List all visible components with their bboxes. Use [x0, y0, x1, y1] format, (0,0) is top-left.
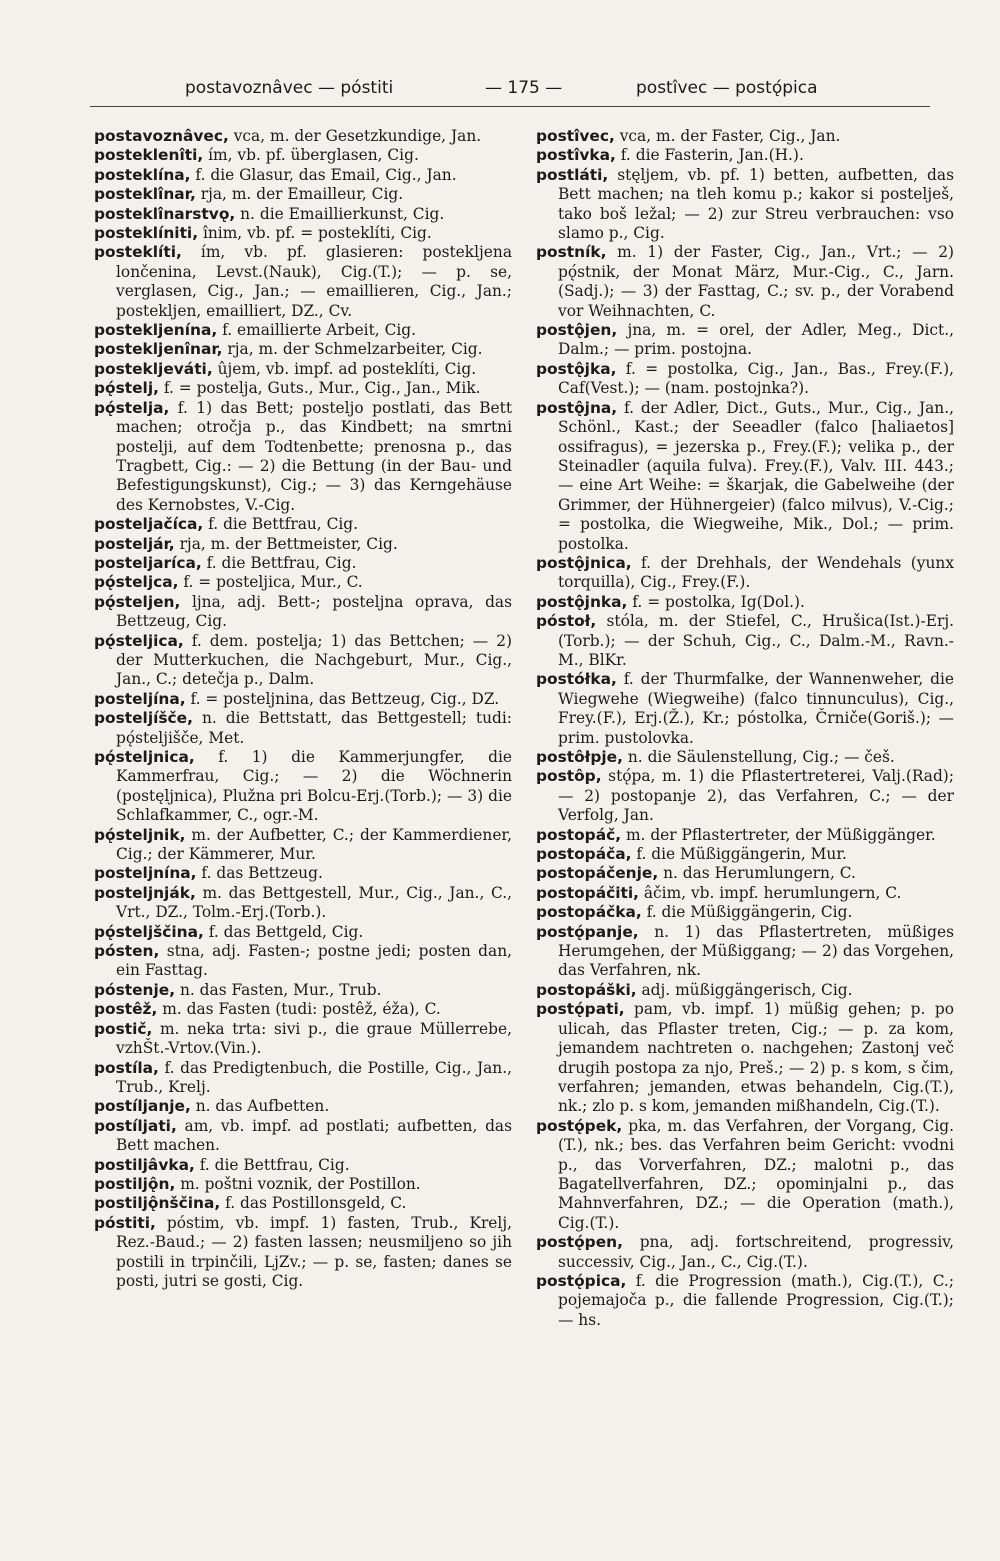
dictionary-entry	[94, 185, 512, 204]
entry-headword: postíla,	[94, 1058, 159, 1077]
entry-definition: pka, m. das Verfahren, der Vorgang, Cig.(T.), nk.; bes. das Verfahren beim Gericht: vvodni p., das Vorverfahren, DZ.; malotni p., das Bagatellverfahren, DZ.; opominjalni p., das Mahnverfahren, DZ.; — die Operation (math.), Cig.(T.).	[558, 1116, 954, 1232]
entry-headword: postǫ́pen,	[536, 1233, 623, 1252]
entry-headword: póstenje,	[94, 980, 176, 999]
entry-definition: stna, adj. Fasten-; postne jedi; posten dan, ein Fasttag.	[116, 942, 512, 980]
entry-definition: f. das Bettzeug.	[196, 864, 323, 883]
dictionary-entry	[536, 748, 954, 767]
dictionary-entry	[94, 1020, 512, 1059]
dictionary-entry	[94, 224, 512, 243]
entry-definition: m. 1) der Faster, Cig., Jan., Vrt.; — 2) pǫ́stnik, der Monat März, Mur.-Cig., C., Jarn.(Sadj.); — 3) der Fasttag, C.; sv. p., der Vorabend vor Weihnachten, C.	[558, 243, 954, 320]
entry-definition: adj. müßiggängerisch, Cig.	[636, 980, 853, 999]
entry-definition: f. das Bettgeld, Cig.	[203, 922, 364, 941]
entry-definition: n. das Fasten, Mur., Trub.	[175, 980, 382, 999]
entry-headword: pǫ́steljca,	[94, 573, 179, 592]
entry-definition: m. das Bettgestell, Mur., Cig., Jan., C., Vrt., DZ., Tolm.-Erj.(Torb.).	[116, 883, 512, 922]
entry-headword: postiljǫ̂n,	[94, 1174, 176, 1193]
entry-headword: pǫ́steljščina,	[94, 922, 204, 941]
entry-definition: rja, m. der Bettmeister, Cig.	[174, 534, 398, 553]
entry-definition: stóla, m. der Stiefel, C., Hrušica(Ist.)-Erj.(Torb.); — der Schuh, Cig., C., Dalm.-M., Ravn.-M., BlKr.	[558, 612, 954, 669]
dictionary-entry	[94, 1097, 512, 1116]
entry-headword: postavoznâvec,	[94, 127, 229, 145]
dictionary-entry	[536, 1272, 954, 1330]
entry-definition: rja, m. der Schmelzarbeiter, Cig.	[222, 340, 483, 359]
dictionary-entry	[94, 632, 512, 690]
dictionary-entry	[94, 593, 512, 632]
entry-headword: postopáčka,	[536, 903, 642, 922]
entry-definition: f. 1) das Bett; posteljo postlati, das Bett machen; otročja p., das Kindbett; na smrtni postelji, auf dem Todtenbette; prenosna p., das Tragbett, Cig.: — 2) die Bettung (in der Bau- und Befestigungskunst), Cig.; — 3) das Kerngehäuse des Kernobstes, V.-Cig.	[116, 398, 512, 514]
dictionary-entry	[94, 340, 512, 359]
entry-definition: f. das Predigtenbuch, die Postille, Cig., Jan., Trub., Krelj.	[116, 1058, 512, 1096]
entry-definition: pam, vb. impf. 1) müßig gehen; p. po ulicah, das Pflaster treten, Cig.; — p. za kom, jemandem nachtreten o. nachgehen; Zastonj več drugih postopa za njo, Preš.; — 2) p. s kom, s čim, verfahren; jemanden, etwas behandeln, Cig.(T.), nk.; zlo p. s kom, jemanden mißhandeln, Cig.(T.).	[558, 1000, 954, 1116]
entry-definition: f. die Bettfrau, Cig.	[194, 1155, 350, 1174]
entry-definition: f. die Müßiggängerin, Cig.	[641, 903, 853, 922]
dictionary-entry	[536, 166, 954, 244]
entry-definition: f. = posteljnina, das Bettzeug, Cig., DZ.	[185, 689, 500, 708]
entry-definition: jna, m. = orel, der Adler, Meg., Dict., Dalm.; — prim. postojna.	[558, 321, 954, 359]
entry-definition: m. poštni voznik, der Postillon.	[175, 1174, 421, 1193]
dictionary-entry	[94, 1214, 512, 1292]
entry-headword: póstoł,	[536, 612, 597, 631]
entry-definition: n. die Säulenstellung, Cig.; — češ.	[622, 748, 895, 766]
dictionary-entry	[536, 127, 954, 146]
entry-headword: posteklînar,	[94, 185, 196, 204]
entry-definition: f. die Müßiggängerin, Mur.	[631, 845, 847, 864]
entry-headword: pǫ́stelja,	[94, 398, 170, 417]
dictionary-entry	[94, 146, 512, 165]
entry-headword: postekljenînar,	[94, 340, 223, 359]
entry-headword: postółka,	[536, 670, 617, 689]
dictionary-entry	[94, 1175, 512, 1194]
entry-definition: n. die Emaillierkunst, Cig.	[235, 204, 445, 223]
entry-definition: ûjem, vb. impf. ad posteklíti, Cig.	[212, 359, 477, 378]
entry-definition: pna, adj. fortschreitend, progressiv, successiv, Cig., Jan., C., Cig.(T.).	[558, 1233, 954, 1271]
dictionary-entry	[536, 612, 954, 670]
entry-headword: postekljenína,	[94, 321, 218, 340]
entry-definition: f. der Drehhals, der Wendehals (yunx torquilla), Cig., Frey.(F.).	[558, 553, 954, 592]
dictionary-entry	[536, 321, 954, 360]
dictionary-entry	[94, 884, 512, 923]
entry-headword: postláti,	[536, 165, 609, 184]
dictionary-entry	[536, 903, 954, 922]
entry-headword: posteklína,	[94, 165, 191, 184]
dictionary-entry	[536, 884, 954, 903]
dictionary-entry	[536, 864, 954, 883]
header-right-guideword: postîvec — postǫ́pica	[636, 78, 818, 98]
dictionary-entry	[94, 826, 512, 865]
entry-definition: n. das Herumlungern, C.	[658, 864, 856, 883]
entry-definition: f. die Progression (math.), Cig.(T.), C.; pojemajoča p., die fallende Progression, Cig.(T.); — hs.	[558, 1271, 954, 1329]
entry-definition: f. = posteljica, Mur., C.	[178, 573, 363, 592]
entry-headword: posteljačíca,	[94, 515, 204, 534]
entry-definition: înim, vb. pf. = posteklíti, Cig.	[198, 224, 432, 243]
entry-definition: f. = postelja, Guts., Mur., Cig., Jan., Mik.	[158, 379, 481, 398]
entry-headword: posteklíniti,	[94, 224, 199, 243]
entry-definition: f. das Postillonsgeld, C.	[220, 1194, 407, 1213]
dictionary-entry	[94, 1059, 512, 1098]
entry-headword: posteljnína,	[94, 864, 197, 883]
entry-headword: postǫ́pati,	[536, 1000, 625, 1019]
entry-headword: pósten,	[94, 942, 160, 961]
dictionary-entry	[536, 593, 954, 612]
entry-headword: postopáčiti,	[536, 883, 639, 902]
entry-headword: posteljína,	[94, 689, 186, 708]
dictionary-entry	[94, 573, 512, 592]
entry-headword: postǫ̂jen,	[536, 321, 618, 340]
entry-definition: m. neka trta: sivi p., die graue Müllerrebe, vzhŠt.-Vrtov.(Vin.).	[116, 1019, 512, 1058]
dictionary-entry	[94, 166, 512, 185]
entry-definition: m. der Pflastertreter, der Müßiggänger.	[621, 825, 936, 844]
dictionary-entry	[536, 1233, 954, 1272]
entry-definition: m. der Aufbetter, C.; der Kammerdiener, Cig.; der Kämmerer, Mur.	[116, 825, 512, 864]
entry-headword: postič,	[94, 1019, 153, 1038]
entry-definition: rja, m. der Emailleur, Cig.	[195, 185, 404, 204]
entry-headword: posteljaríca,	[94, 553, 202, 572]
dictionary-entry	[94, 360, 512, 379]
entry-definition: n. das Aufbetten.	[190, 1097, 330, 1116]
dictionary-entry	[536, 243, 954, 321]
dictionary-entry	[94, 535, 512, 554]
entry-definition: n. die Bettstatt, das Bettgestell; tudi: pǫ́steljišče, Met.	[116, 709, 512, 747]
dictionary-entry	[536, 670, 954, 748]
entry-definition: f. die Fasterin, Jan.(H.).	[615, 146, 804, 165]
dictionary-entry	[536, 146, 954, 165]
dictionary-entry	[94, 379, 512, 398]
entry-definition: ljna, adj. Bett-; posteljna oprava, das Bettzeug, Cig.	[116, 592, 512, 631]
dictionary-entry	[94, 1117, 512, 1156]
entry-definition: âčim, vb. impf. herumlungern, C.	[638, 883, 902, 902]
entry-headword: postǫ́pica,	[536, 1271, 627, 1290]
entry-headword: pǫ́steljnik,	[94, 825, 186, 844]
entry-headword: posteljnják,	[94, 883, 196, 902]
entry-definition: vca, m. der Gesetzkundige, Jan.	[228, 127, 482, 145]
dictionary-entry	[536, 399, 954, 554]
dictionary-entry	[94, 864, 512, 883]
entry-headword: postník,	[536, 243, 607, 262]
page-number: — 175 —	[485, 78, 563, 98]
entry-headword: postǫ̂jnica,	[536, 553, 632, 572]
entry-headword: postǫ̂jnka,	[536, 592, 628, 611]
entry-definition: vca, m. der Faster, Cig., Jan.	[614, 127, 841, 145]
entry-headword: postopáški,	[536, 980, 637, 999]
entry-definition: f. die Bettfrau, Cig.	[201, 553, 357, 572]
entry-headword: postekljeváti,	[94, 359, 213, 378]
entry-headword: postiljâvka,	[94, 1155, 195, 1174]
entry-headword: pǫ́stelj,	[94, 379, 159, 398]
entry-headword: pǫ́steljen,	[94, 592, 181, 611]
entry-headword: posteljíšče,	[94, 709, 193, 728]
running-header	[90, 72, 930, 107]
entry-definition: m. das Fasten (tudi: postêž, éža), C.	[157, 1000, 441, 1019]
dictionary-entry	[94, 1000, 512, 1019]
dictionary-entry	[94, 923, 512, 942]
dictionary-entry	[94, 205, 512, 224]
entry-definition: f. der Thurmfalke, der Wannenweher, die Wiegwehe (Wiegweihe) (falco tinnunculus), Cig., Frey.(F.), Erj.(Ž.), Kr.; póstolka, Črniče(Goriš.); — prim. pustolovka.	[558, 670, 954, 747]
entry-headword: postopáč,	[536, 825, 622, 844]
entry-headword: postopáča,	[536, 845, 632, 864]
entry-headword: posteklíti,	[94, 243, 182, 262]
entry-headword: postíljanje,	[94, 1097, 191, 1116]
entry-headword: postôłpje,	[536, 748, 623, 766]
entry-definition: am, vb. impf. ad postlati; aufbetten, das Bett machen.	[116, 1116, 512, 1155]
dictionary-entry	[94, 748, 512, 826]
dictionary-entry	[536, 767, 954, 825]
entry-headword: postǫ̂jna,	[536, 398, 618, 417]
dictionary-entry	[94, 127, 512, 146]
dictionary-entry	[94, 981, 512, 1000]
entry-headword: postiljǫ̂nščina,	[94, 1194, 221, 1213]
left-column	[94, 127, 512, 1291]
entry-headword: posteklenîti,	[94, 146, 204, 165]
entry-definition: f. 1) die Kammerjungfer, die Kammerfrau, Cig.; — 2) die Wöchnerin (postęljnica), Plužna pri Bolcu-Erj.(Torb.); — 3) die Schlafkammer, C., ogr.-M.	[116, 748, 512, 825]
dictionary-entry	[94, 399, 512, 515]
entry-definition: f. die Glasur, das Email, Cig., Jan.	[190, 165, 457, 184]
right-column	[536, 127, 954, 1330]
entry-definition: f. die Bettfrau, Cig.	[203, 515, 359, 534]
entry-definition: ím, vb. pf. glasieren: postekljena lončenina, Levst.(Nauk), Cig.(T.); — p. se, verglasen, Cig., Jan.; — emaillieren, Cig., Jan.; postekljen, emailliert, DZ., Cv.	[116, 243, 512, 320]
entry-definition: stǫ́pa, m. 1) die Pflastertreterei, Valj.(Rad); — 2) postopanje 2), das Verfahren, C.; — der Verfolg, Jan.	[558, 767, 954, 825]
dictionary-entry	[94, 1156, 512, 1175]
entry-definition: f. = postolka, Cig., Jan., Bas., Frey.(F.), Caf(Vest.); — (nam. postojnka?).	[558, 359, 954, 398]
dictionary-entry	[94, 709, 512, 748]
entry-headword: postǫ́pek,	[536, 1116, 623, 1135]
header-left-guideword: postavoznâvec — póstiti	[185, 78, 394, 98]
dictionary-entry	[536, 923, 954, 981]
dictionary-entry	[536, 554, 954, 593]
entry-headword: póstiti,	[94, 1213, 156, 1232]
entry-headword: postîvec,	[536, 127, 615, 145]
dictionary-entry	[536, 1117, 954, 1233]
entry-definition: ím, vb. pf. überglasen, Cig.	[203, 146, 419, 165]
entry-headword: postǫ́panje,	[536, 922, 639, 941]
dictionary-entry	[94, 243, 512, 321]
entry-headword: postôp,	[536, 767, 602, 786]
dictionary-entry	[536, 981, 954, 1000]
entry-headword: postíljati,	[94, 1116, 177, 1135]
entry-definition: f. dem. postelja; 1) das Bettchen; — 2) der Mutterkuchen, die Nachgeburt, Mur., Cig., Jan., C.; detečja p., Dalm.	[116, 631, 512, 689]
entry-headword: postêž,	[94, 1000, 158, 1019]
dictionary-entry	[94, 942, 512, 981]
entry-headword: postîvka,	[536, 146, 616, 165]
entry-definition: f. der Adler, Dict., Guts., Mur., Cig., Jan., Schönl., Kast.; der Seeadler (falco [haliaetos] ossifragus), = jezerska p., Frey.(F.); velika p., der Steinadler (aquila fulva). Frey.(F.), Valv. III. 443.; — eine Art Weihe: = škarjak, die Gabelweihe (der Grimmer, der Hühnergeier) (falco milvus), V.-Cig.; = postolka, die Wiegweihe, Mik., Dol.; — prim. postolka.	[558, 398, 954, 553]
entry-headword: pǫ́steljnica,	[94, 748, 195, 766]
dictionary-entry	[94, 554, 512, 573]
dictionary-entry	[536, 360, 954, 399]
dictionary-entry	[94, 690, 512, 709]
entry-definition: stęljem, vb. pf. 1) betten, aufbetten, das Bett machen; na tleh komu p.; kakor si postelješ, tako boš ležal; — 2) zur Streu verbrauchen: vso slamo p., Cig.	[558, 165, 954, 243]
dictionary-entry	[536, 1000, 954, 1116]
dictionary-entry	[94, 321, 512, 340]
dictionary-entry	[536, 826, 954, 845]
entry-headword: postǫ̂jka,	[536, 359, 617, 378]
entry-headword: pǫ́steljica,	[94, 631, 184, 650]
dictionary-entry	[94, 515, 512, 534]
entry-headword: posteljár,	[94, 534, 175, 553]
entry-definition: n. 1) das Pflastertreten, müßiges Herumgehen, der Müßiggang; — 2) das Vorgehen, das Verfahren, nk.	[558, 922, 954, 980]
entry-headword: postopáčenje,	[536, 864, 659, 883]
entry-definition: póstim, vb. impf. 1) fasten, Trub., Krelj, Rez.-Baud.; — 2) fasten lassen; neusmiljeno so jih postili in trpinčili, LjZv.; — p. se, fasten; danes se posti, jutri se gosti, Cig.	[116, 1213, 512, 1290]
entry-headword: posteklînarstvǫ,	[94, 204, 236, 223]
dictionary-entry	[94, 1194, 512, 1213]
entry-definition: f. = postolka, Ig(Dol.).	[627, 592, 805, 611]
dictionary-entry	[536, 845, 954, 864]
entry-definition: f. emaillierte Arbeit, Cig.	[217, 321, 417, 340]
